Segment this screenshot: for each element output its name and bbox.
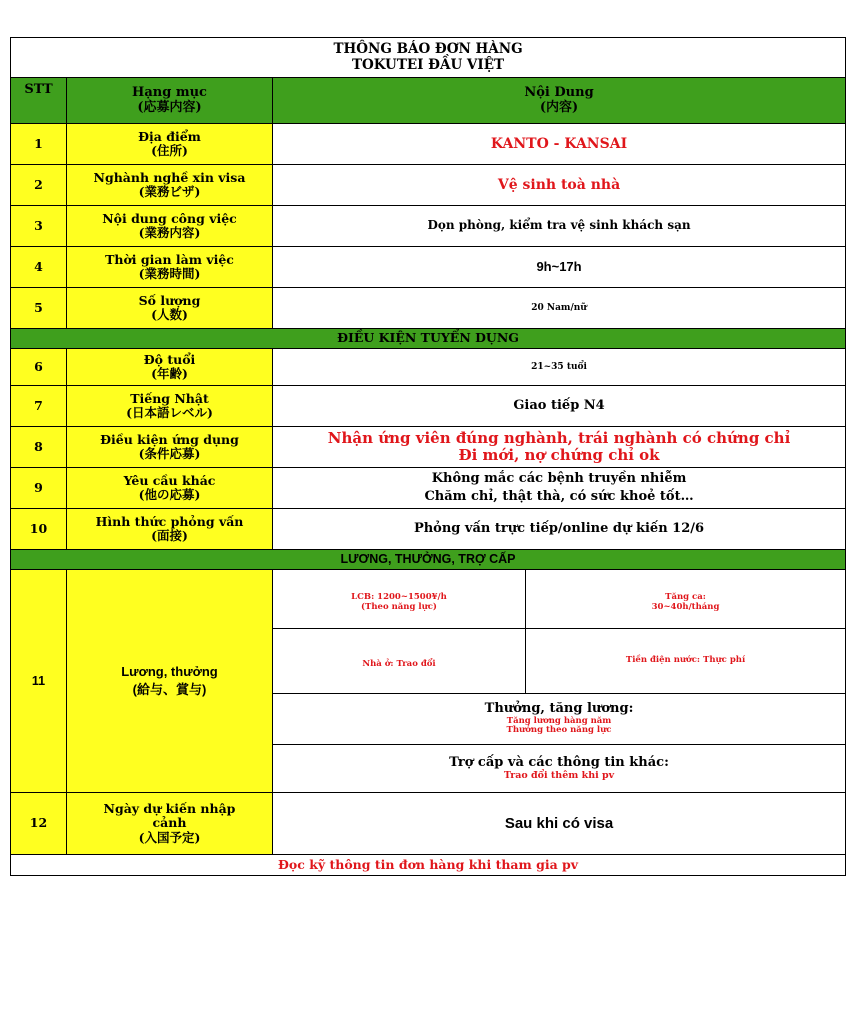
row-number: 2 (11, 165, 67, 206)
category-label: Số lượng (138, 292, 201, 308)
conditions-line1: Nhận ứng viên đúng nghành, trái nghành có chứng chỉ (327, 428, 791, 447)
category-jp: (面接) (151, 528, 188, 543)
table-row (11, 793, 846, 855)
category-jp: (入国予定) (138, 829, 201, 845)
category-label: Nghành nghề xin visa (93, 169, 246, 185)
category-jp: (年齢) (151, 366, 188, 381)
base-salary-cell (273, 570, 526, 629)
row-number: 1 (11, 124, 67, 165)
header-stt: STT (11, 78, 67, 124)
section-salary: LƯƠNG, THƯỞNG, TRỢ CẤP (11, 550, 846, 570)
table-row (11, 468, 846, 509)
table-row (11, 124, 846, 165)
age-value: 21~35 tuổi (273, 349, 846, 386)
bonus-line2: Thưởng theo năng lực (506, 725, 612, 736)
category-label-cont: cảnh (152, 815, 187, 831)
bonus-line1: Tăng lương hàng năm (506, 715, 612, 726)
row-number: 8 (11, 427, 67, 468)
overtime-cell (526, 570, 846, 629)
header-content-label: Nội Dung (524, 84, 594, 100)
category-jp: (条件応募) (138, 446, 201, 461)
category-label: Thời gian làm việc (105, 251, 234, 267)
japanese-level-value: Giao tiếp N4 (273, 386, 846, 427)
row-category (67, 570, 273, 793)
category-jp: (業務内容) (138, 225, 201, 240)
row-number: 5 (11, 288, 67, 329)
conditions-line2: Đi mới, nợ chứng chỉ ok (458, 446, 660, 464)
overtime-value: 30~40h/tháng (651, 602, 720, 612)
footer-note: Đọc kỹ thông tin đơn hàng khi tham gia pv (11, 855, 846, 876)
header-content-jp: (内容) (539, 99, 579, 115)
table-row (11, 349, 846, 386)
row-number: 9 (11, 468, 67, 509)
row-category (67, 386, 273, 427)
category-jp: (他の応募) (138, 487, 201, 502)
row-number: 10 (11, 509, 67, 550)
table-row (11, 427, 846, 468)
utilities-cell: Tiền điện nước: Thực phí (526, 629, 846, 694)
entry-date-value: Sau khi có visa (273, 793, 846, 855)
visa-job-value: Vệ sinh toà nhà (273, 165, 846, 206)
category-jp: (給与、賞与) (132, 682, 207, 697)
category-jp: (業務ビザ) (138, 184, 201, 199)
row-number: 4 (11, 247, 67, 288)
category-label: Địa điểm (138, 128, 201, 144)
row-category (67, 206, 273, 247)
table-row (11, 206, 846, 247)
category-label: Ngày dự kiến nhập (103, 800, 236, 816)
row-category (67, 509, 273, 550)
table-row (11, 247, 846, 288)
row-category (67, 793, 273, 855)
base-salary-note: (Theo năng lực) (361, 602, 437, 612)
table-row (11, 570, 846, 629)
table-row (11, 288, 846, 329)
table-row (11, 386, 846, 427)
job-content-value: Dọn phòng, kiểm tra vệ sinh khách sạn (273, 206, 846, 247)
row-category (67, 427, 273, 468)
category-label: Điều kiện ứng dụng (100, 431, 239, 447)
row-category (67, 165, 273, 206)
category-label: Lương, thưởng (121, 664, 218, 679)
category-label: Hình thức phỏng vấn (95, 513, 244, 529)
row-number: 6 (11, 349, 67, 386)
header-category (67, 78, 273, 124)
row-category (67, 247, 273, 288)
bonus-cell (273, 694, 846, 745)
category-label: Yêu cầu khác (123, 472, 216, 488)
row-category (67, 349, 273, 386)
row-category (67, 288, 273, 329)
category-jp: (業務時間) (138, 266, 201, 281)
row-number: 12 (11, 793, 67, 855)
header-category-label: Hạng mục (132, 84, 207, 100)
other-requirements-value (273, 468, 846, 509)
header-content (273, 78, 846, 124)
row-category (67, 124, 273, 165)
order-title (11, 38, 846, 78)
overtime-label: Tăng ca: (665, 592, 706, 603)
order-table (10, 37, 846, 876)
requirements-line1: Không mắc các bệnh truyền nhiễm (431, 471, 687, 486)
allowance-line1: Trao đổi thêm khi pv (503, 769, 615, 781)
section-conditions: ĐIỀU KIỆN TUYỂN DỤNG (11, 329, 846, 349)
category-jp: (住所) (151, 143, 188, 158)
category-label: Tiếng Nhật (130, 390, 209, 406)
housing-cell: Nhà ở: Trao đổi (273, 629, 526, 694)
row-number: 7 (11, 386, 67, 427)
allowance-title: Trợ cấp và các thông tin khác: (449, 754, 669, 770)
allowance-cell (273, 745, 846, 793)
row-number: 3 (11, 206, 67, 247)
interview-format-value: Phỏng vấn trực tiếp/online dự kiến 12/6 (273, 509, 846, 550)
category-label: Độ tuổi (143, 351, 196, 367)
table-row (11, 165, 846, 206)
row-number: 11 (11, 570, 67, 793)
title-line2: TOKUTEI ĐẦU VIỆT (351, 56, 505, 73)
category-jp: (日本語レベル) (126, 405, 213, 420)
category-label: Nội dung công việc (102, 210, 237, 226)
row-category (67, 468, 273, 509)
category-jp: (人数) (151, 307, 188, 322)
location-value: KANTO - KANSAI (273, 124, 846, 165)
title-line1: THÔNG BÁO ĐƠN HÀNG (333, 40, 523, 57)
quantity-value: 20 Nam/nữ (273, 288, 846, 329)
table-row (11, 509, 846, 550)
header-category-jp: (応募内容) (137, 99, 202, 115)
bonus-title: Thưởng, tăng lương: (484, 700, 634, 716)
application-conditions-value (273, 427, 846, 468)
base-salary: LCB: 1200~1500¥/h (351, 592, 447, 603)
working-hours-value: 9h~17h (273, 247, 846, 288)
requirements-line2: Chăm chỉ, thật thà, có sức khoẻ tốt… (424, 489, 694, 504)
